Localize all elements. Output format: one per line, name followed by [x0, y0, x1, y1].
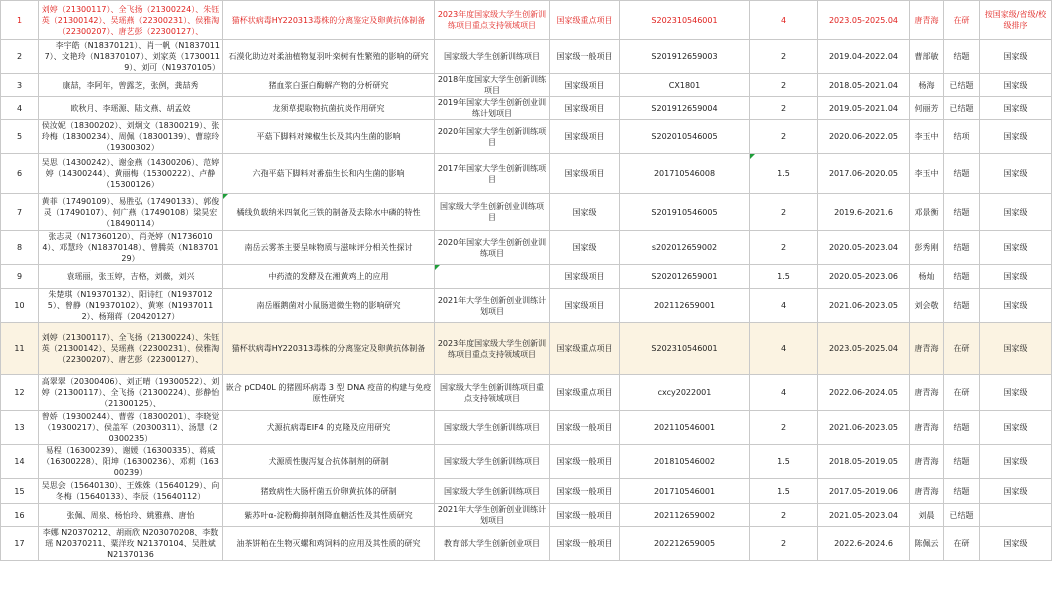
cell-status[interactable]: 在研	[944, 527, 980, 561]
cell-members[interactable]: 李宇皓（N18370121）、肖一帆（N18370117）、文艳玲（N18370107）、刘家英（17300119）、刘可（N19370105）	[39, 40, 223, 74]
cell-level[interactable]: 国家级重点项目	[550, 323, 620, 375]
cell-no[interactable]: 3	[1, 74, 39, 97]
cell-code[interactable]: 202110546001	[620, 411, 750, 445]
cell-status[interactable]: 结题	[944, 194, 980, 231]
cell-type[interactable]: 2021年大学生创新创业训练计划项目	[435, 504, 550, 527]
cell-teacher[interactable]: 唐青海	[910, 445, 944, 479]
cell-status[interactable]: 在研	[944, 375, 980, 411]
cell-code[interactable]: 202112659002	[620, 504, 750, 527]
cell-remark[interactable]: 国家级	[980, 527, 1052, 561]
cell-credit[interactable]: 2	[750, 120, 818, 154]
cell-title[interactable]: 油茶饼粕在生物灭螺和鸡饲料的应用及其性质的研究	[223, 527, 435, 561]
cell-members[interactable]: 朱楚琪（N19370132）、阳诗红（N19370125）、曾静（N19370102）、黄寒（N19370112）、杨翔蒋（20420127）	[39, 289, 223, 323]
cell-teacher[interactable]: 唐青海	[910, 411, 944, 445]
cell-remark[interactable]: 国家级	[980, 97, 1052, 120]
cell-remark[interactable]: 国家级	[980, 74, 1052, 97]
cell-type[interactable]: 2020年国家大学生创新创业训练项目	[435, 231, 550, 265]
cell-type[interactable]: 国家级大学生创新训练项目重点支持领域项目	[435, 375, 550, 411]
cell-code[interactable]: S201912659004	[620, 97, 750, 120]
cell-no[interactable]: 17	[1, 527, 39, 561]
cell-credit[interactable]: 2	[750, 40, 818, 74]
cell-credit[interactable]: 2	[750, 527, 818, 561]
cell-remark[interactable]: 国家级	[980, 445, 1052, 479]
cell-title[interactable]: 猫杯状病毒HY220313毒株的分离鉴定及卵黄抗体制备	[223, 1, 435, 40]
cell-teacher[interactable]: 陈佩云	[910, 527, 944, 561]
cell-credit[interactable]: 4	[750, 1, 818, 40]
comment-marker-icon	[223, 194, 228, 199]
cell-code[interactable]: S201910546005	[620, 194, 750, 231]
cell-type[interactable]: 教育部大学生创新创业项目	[435, 527, 550, 561]
cell-level[interactable]: 国家级一般项目	[550, 527, 620, 561]
cell-teacher[interactable]: 杨灿	[910, 265, 944, 289]
cell-level[interactable]: 国家级项目	[550, 289, 620, 323]
cell-status[interactable]: 结题	[944, 40, 980, 74]
cell-level[interactable]: 国家级重点项目	[550, 1, 620, 40]
cell-members[interactable]: 张志灵（N17360120）、肖尧婷（N17360104）、邓慧玲（N18370148）、曾腾英（N18370129）	[39, 231, 223, 265]
cell-teacher[interactable]: 唐青海	[910, 479, 944, 504]
cell-period[interactable]: 2017.05-2019.06	[818, 479, 910, 504]
cell-credit[interactable]: 2	[750, 411, 818, 445]
cell-title[interactable]: 猪血浆白蛋白酶解产物的分析研究	[223, 74, 435, 97]
cell-title[interactable]: 橘线负载纳米四氧化三铁的制备及去除水中磷的特性	[223, 194, 435, 231]
cell-type[interactable]: 国家级大学生创新创业训练项目	[435, 194, 550, 231]
cell-no[interactable]: 15	[1, 479, 39, 504]
cell-level[interactable]: 国家级一般项目	[550, 445, 620, 479]
cell-type[interactable]: 2020年国家大学生创新训练项目	[435, 120, 550, 154]
cell-type[interactable]: 2023年度国家级大学生创新训练项目重点支持领域项目	[435, 1, 550, 40]
table-row[interactable]	[1, 289, 1052, 323]
cell-title[interactable]: 猪致病性大肠杆菌五价卵黄抗体的研制	[223, 479, 435, 504]
cell-status[interactable]: 在研	[944, 323, 980, 375]
cell-remark[interactable]: 国家级	[980, 375, 1052, 411]
cell-teacher[interactable]: 李玉中	[910, 154, 944, 194]
cell-title[interactable]: 六孢平菇下脚料对番茄生长和内生菌的影响	[223, 154, 435, 194]
cell-no[interactable]: 7	[1, 194, 39, 231]
cell-remark[interactable]: 国家级	[980, 479, 1052, 504]
cell-period[interactable]: 2021.06-2023.05	[818, 289, 910, 323]
cell-level[interactable]: 国家级重点项目	[550, 375, 620, 411]
cell-teacher[interactable]: 唐青海	[910, 375, 944, 411]
cell-code[interactable]: S202310546001	[620, 323, 750, 375]
cell-no[interactable]: 12	[1, 375, 39, 411]
cell-status[interactable]: 结题	[944, 154, 980, 194]
cell-title[interactable]: 南岳雁鹅菌对小鼠肠道微生物的影响研究	[223, 289, 435, 323]
cell-code[interactable]: S202310546001	[620, 1, 750, 40]
cell-remark[interactable]: 国家级	[980, 289, 1052, 323]
cell-type[interactable]	[435, 265, 550, 289]
cell-code[interactable]: S202010546005	[620, 120, 750, 154]
cell-members[interactable]: 刘婷（21300117）、全飞扬（21300224）、朱钰英（21300142）、吴瑶燕（22300231）、侯雅淘（22300207）、唐艺彭（22300127）、	[39, 323, 223, 375]
cell-period[interactable]: 2021.06-2023.05	[818, 411, 910, 445]
cell-level[interactable]: 国家级项目	[550, 74, 620, 97]
cell-status[interactable]: 已结题	[944, 504, 980, 527]
cell-period[interactable]: 2023.05-2025.04	[818, 1, 910, 40]
cell-status[interactable]: 结题	[944, 445, 980, 479]
cell-level[interactable]: 国家级项目	[550, 97, 620, 120]
cell-remark[interactable]: 国家级	[980, 154, 1052, 194]
cell-type[interactable]: 2019年国家大学生创新创业训练计划项目	[435, 97, 550, 120]
cell-code[interactable]: 201710546001	[620, 479, 750, 504]
cell-members[interactable]: 欧秋月、李瑶源、陆文燕、胡孟姣	[39, 97, 223, 120]
cell-remark[interactable]: 国家级	[980, 40, 1052, 74]
cell-level[interactable]: 国家级	[550, 231, 620, 265]
cell-status[interactable]: 结项	[944, 120, 980, 154]
cell-type[interactable]: 国家级大学生创新训练项目	[435, 40, 550, 74]
cell-period[interactable]: 2021.05-2023.04	[818, 504, 910, 527]
cell-status[interactable]: 在研	[944, 1, 980, 40]
cell-title[interactable]: 中药渣的发酵及在湘黄鸡上的应用	[223, 265, 435, 289]
table-row[interactable]	[1, 74, 1052, 97]
cell-status[interactable]: 结题	[944, 479, 980, 504]
cell-status[interactable]: 已结题	[944, 74, 980, 97]
cell-members[interactable]: 易程（16300239）、谢媛（16300335）、蒋威（16300228）、阳坤（16300236）、邓莉（16300239）	[39, 445, 223, 479]
cell-teacher[interactable]: 何丽芳	[910, 97, 944, 120]
table-row[interactable]	[1, 411, 1052, 445]
cell-members[interactable]: 袁瑶丽，张玉婷，吉格，刘薇，刘兴	[39, 265, 223, 289]
cell-level[interactable]: 国家级一般项目	[550, 504, 620, 527]
cell-credit[interactable]: 4	[750, 323, 818, 375]
cell-level[interactable]: 国家级项目	[550, 120, 620, 154]
cell-no[interactable]: 4	[1, 97, 39, 120]
cell-code[interactable]: 202112659001	[620, 289, 750, 323]
cell-period[interactable]: 2019.04-2022.04	[818, 40, 910, 74]
comment-marker-icon	[750, 154, 755, 159]
cell-level[interactable]: 国家级项目	[550, 154, 620, 194]
cell-code[interactable]: 201710546008	[620, 154, 750, 194]
cell-members[interactable]: 黄菲（17490109）、易胜弘（17490133）、郭俊灵（17490107）、何广燕（17490108）梁昊宏（18490114）	[39, 194, 223, 231]
table-row[interactable]	[1, 504, 1052, 527]
cell-no[interactable]: 6	[1, 154, 39, 194]
cell-teacher[interactable]: 刘晨	[910, 504, 944, 527]
cell-no[interactable]: 10	[1, 289, 39, 323]
cell-credit[interactable]: 2	[750, 504, 818, 527]
cell-no[interactable]: 16	[1, 504, 39, 527]
cell-period[interactable]: 2018.05-2019.05	[818, 445, 910, 479]
cell-type[interactable]: 2021年大学生创新创业训练计划项目	[435, 289, 550, 323]
cell-title[interactable]: 南岳云雾茶主要呈味物质与滋味评分相关性探讨	[223, 231, 435, 265]
cell-period[interactable]: 2022.06-2024.05	[818, 375, 910, 411]
table-row[interactable]	[1, 323, 1052, 375]
table-row[interactable]	[1, 265, 1052, 289]
cell-status[interactable]: 结题	[944, 411, 980, 445]
cell-status[interactable]: 结题	[944, 289, 980, 323]
cell-remark[interactable]: 国家级	[980, 411, 1052, 445]
cell-credit[interactable]: 2	[750, 97, 818, 120]
cell-status[interactable]: 已结题	[944, 97, 980, 120]
table-row[interactable]	[1, 1, 1052, 40]
cell-credit[interactable]: 2	[750, 231, 818, 265]
cell-remark[interactable]: 国家级	[980, 231, 1052, 265]
cell-teacher[interactable]: 刘会敬	[910, 289, 944, 323]
cell-type[interactable]: 国家级大学生创新训练项目	[435, 445, 550, 479]
cell-members[interactable]: 曾娇（19300244）、曹蓉（18300201）、李晓觉（19300217）、侯盖军（20300311）、汤慧（20300235）	[39, 411, 223, 445]
cell-title[interactable]: 石漠化助边对柔油植物复羽叶栾树有性繁殖的影响的研究	[223, 40, 435, 74]
cell-credit[interactable]: 2	[750, 194, 818, 231]
cell-type[interactable]: 国家级大学生创新训练项目	[435, 411, 550, 445]
cell-level[interactable]: 国家级一般项目	[550, 40, 620, 74]
cell-remark[interactable]: 国家级	[980, 265, 1052, 289]
cell-period[interactable]: 2023.05-2025.04	[818, 323, 910, 375]
cell-members[interactable]: 康喆，李阿年，曾露芝，张例，龚喆秀	[39, 74, 223, 97]
cell-code[interactable]: CX1801	[620, 74, 750, 97]
cell-no[interactable]: 5	[1, 120, 39, 154]
cell-remark[interactable]: 国家级	[980, 323, 1052, 375]
cell-credit[interactable]: 1.5	[750, 154, 818, 194]
cell-period[interactable]: 2019.6-2021.6	[818, 194, 910, 231]
cell-period[interactable]: 2018.05-2021.04	[818, 74, 910, 97]
cell-code[interactable]: S201912659003	[620, 40, 750, 74]
cell-title[interactable]: 嵌合 pCD40L 的猪圆环病毒 3 型 DNA 疫苗的构建与免疫原性研究	[223, 375, 435, 411]
cell-title[interactable]: 犬源抗病毒EIF4 的克隆及应用研究	[223, 411, 435, 445]
cell-credit[interactable]: 1.5	[750, 445, 818, 479]
cell-remark[interactable]: 按国家级/省级/校级排序	[980, 1, 1052, 40]
cell-members[interactable]: 吴思（14300242）、谢金燕（14300206）、范婷婷（14300244）、黄丽梅（15300222）、卢静（15300126）	[39, 154, 223, 194]
cell-members[interactable]: 吴思会（15640130）、王姝姝（15640129）、向冬梅（15640133）、李辰（15640112）	[39, 479, 223, 504]
cell-teacher[interactable]: 邓景衡	[910, 194, 944, 231]
cell-code[interactable]: cxcy2022001	[620, 375, 750, 411]
cell-credit[interactable]: 4	[750, 289, 818, 323]
cell-members[interactable]: 侯汝妮（18300202）、刘炯文（18300219）、张玲梅（18300234）、周佩（18300139）、曹琼玲（19300302）	[39, 120, 223, 154]
cell-level[interactable]: 国家级	[550, 194, 620, 231]
cell-credit[interactable]: 4	[750, 375, 818, 411]
cell-teacher[interactable]: 杨海	[910, 74, 944, 97]
table-row[interactable]	[1, 445, 1052, 479]
cell-title[interactable]: 平菇下脚料对辣椒生长及其内生菌的影响	[223, 120, 435, 154]
cell-members[interactable]: 张佩、周泉、杨怡玲、姚雅燕、唐怡	[39, 504, 223, 527]
table-row[interactable]	[1, 97, 1052, 120]
cell-level[interactable]: 国家级项目	[550, 265, 620, 289]
cell-title[interactable]: 紫苏叶α-淀粉酶抑制剂降血糖活性及其性质研究	[223, 504, 435, 527]
table-row[interactable]	[1, 527, 1052, 561]
cell-members[interactable]: 李娜 N20370212、胡雨欣 N203070208、李数瑶 N20370211、粟洋玫 N21370104、吴胜斌 N21370136	[39, 527, 223, 561]
comment-marker-icon	[435, 265, 440, 270]
cell-title[interactable]: 猫杯状病毒HY220313毒株的分离鉴定及卵黄抗体制备	[223, 323, 435, 375]
table-row[interactable]	[1, 194, 1052, 231]
cell-period[interactable]: 2020.06-2022.05	[818, 120, 910, 154]
table-row[interactable]	[1, 40, 1052, 74]
cell-period[interactable]: 2022.6-2024.6	[818, 527, 910, 561]
cell-no[interactable]: 11	[1, 323, 39, 375]
cell-teacher[interactable]: 唐青海	[910, 323, 944, 375]
cell-members[interactable]: 高翠翠（20300406）、刘正晴（19300522）、刘婷（21300117）、全飞扬（21300224）、彭静怡（21300125）、	[39, 375, 223, 411]
cell-remark[interactable]	[980, 504, 1052, 527]
cell-title[interactable]: 龙须草提取物抗菌抗炎作用研究	[223, 97, 435, 120]
cell-code[interactable]: S202012659001	[620, 265, 750, 289]
table-row[interactable]	[1, 154, 1052, 194]
cell-type[interactable]: 2017年国家大学生创新训练项目	[435, 154, 550, 194]
cell-no[interactable]: 14	[1, 445, 39, 479]
cell-code[interactable]: 201810546002	[620, 445, 750, 479]
table-row[interactable]	[1, 375, 1052, 411]
cell-remark[interactable]: 国家级	[980, 120, 1052, 154]
cell-period[interactable]: 2019.05-2021.04	[818, 97, 910, 120]
cell-period[interactable]: 2017.06-2020.05	[818, 154, 910, 194]
cell-credit[interactable]: 2	[750, 74, 818, 97]
cell-teacher[interactable]: 曹部敏	[910, 40, 944, 74]
table-row[interactable]	[1, 120, 1052, 154]
cell-period[interactable]: 2020.05-2023.06	[818, 265, 910, 289]
cell-type[interactable]: 2018年度国家大学生创新训练项目	[435, 74, 550, 97]
cell-status[interactable]: 结题	[944, 231, 980, 265]
cell-code[interactable]: 202212659005	[620, 527, 750, 561]
cell-no[interactable]: 8	[1, 231, 39, 265]
cell-teacher[interactable]: 唐青海	[910, 1, 944, 40]
cell-period[interactable]: 2020.05-2023.04	[818, 231, 910, 265]
cell-no[interactable]: 9	[1, 265, 39, 289]
cell-no[interactable]: 13	[1, 411, 39, 445]
cell-credit[interactable]: 1.5	[750, 479, 818, 504]
cell-title[interactable]: 犬源质性腹泻复合抗体制剂的研制	[223, 445, 435, 479]
cell-teacher[interactable]: 李玉中	[910, 120, 944, 154]
cell-no[interactable]: 2	[1, 40, 39, 74]
cell-code[interactable]: s202012659002	[620, 231, 750, 265]
cell-teacher[interactable]: 彭秀刚	[910, 231, 944, 265]
cell-no[interactable]: 1	[1, 1, 39, 40]
cell-credit[interactable]: 1.5	[750, 265, 818, 289]
table-row[interactable]	[1, 231, 1052, 265]
cell-level[interactable]: 国家级一般项目	[550, 479, 620, 504]
cell-status[interactable]: 结题	[944, 265, 980, 289]
cell-members[interactable]: 刘婷（21300117）、全飞扬（21300224）、朱钰英（21300142）、吴瑶燕（22300231）、侯雅淘（22300207）、唐艺彭（22300127）、	[39, 1, 223, 40]
cell-level[interactable]: 国家级一般项目	[550, 411, 620, 445]
cell-type[interactable]: 2023年度国家级大学生创新训练项目重点支持领域项目	[435, 323, 550, 375]
cell-type[interactable]: 国家级大学生创新训练项目	[435, 479, 550, 504]
cell-remark[interactable]: 国家级	[980, 194, 1052, 231]
table-row[interactable]	[1, 479, 1052, 504]
